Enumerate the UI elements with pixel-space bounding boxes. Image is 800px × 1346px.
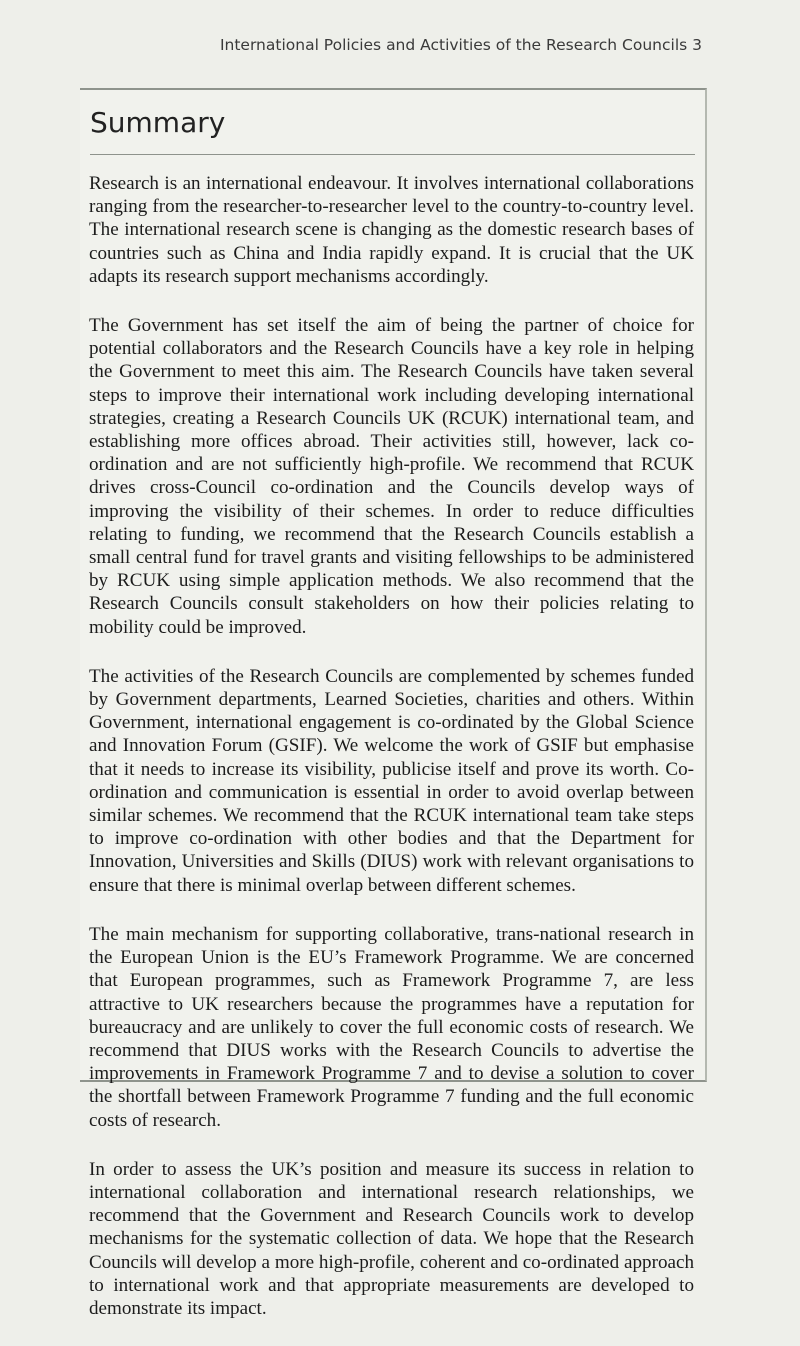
paragraph: The activities of the Research Councils are complemented by schemes funded by Government departments, Learned Societies, charities and others. Within Government, international engagement is co-ordinated by the Global Science and Innovation Forum (GSIF). We welcome the work of GSIF but emphasise that it needs to increase its visibility, publicise itself and prove its worth. Co-ordination and communication is essential in order to avoid overlap between similar schemes. We recommend that the RCUK international team take steps to improve co-ordination with other bodies and that the Department for Innovation, Universities and Skills (DIUS) work with relevant organisations to ensure that there is minimal overlap between different schemes. xyxy=(89,665,694,896)
summary-body xyxy=(89,172,694,1346)
paragraph: The main mechanism for supporting collaborative, trans-national research in the European Union is the EU’s Framework Programme. We are concerned that European programmes, such as Framework Programme 7, are less attractive to UK researchers because the programmes have a reputation for bureaucracy and are unlikely to cover the full economic costs of research. We recommend that DIUS works with the Research Councils to advertise the improvements in Framework Programme 7 and to devise a solution to cover the shortfall between Framework Programme 7 funding and the full economic costs of research. xyxy=(89,923,694,1131)
section-title: Summary xyxy=(90,106,226,139)
summary-panel xyxy=(80,88,707,1319)
running-header: International Policies and Activities of the Research Councils 3 xyxy=(219,36,702,54)
paragraph: Research is an international endeavour. It involves international collaborations ranging from the researcher-to-researcher level to the country-to-country level. The international research scene is changing as the domestic research bases of countries such as China and India rapidly expand. It is crucial that the UK adapts its research support mechanisms accordingly. xyxy=(89,173,694,287)
paragraph: In order to assess the UK’s position and measure its success in relation to international collaboration and international research relationships, we recommend that the Government and Research Councils work to develop mechanisms for the systematic collection of data. We hope that the Research Councils will develop a more high-profile, coherent and co-ordinated approach to international work and that appropriate measurements are developed to demonstrate its impact. xyxy=(89,1158,694,1319)
paragraph: The Government has set itself the aim of being the partner of choice for potential collaborators and the Research Councils have a key role in helping the Government to meet this aim. The Research Councils have taken several steps to improve their international work including developing international strategies, creating a Research Councils UK (RCUK) international team, and establishing more offices abroad. Their activities still, however, lack co-ordination and are not sufficiently high-profile. We recommend that RCUK drives cross-Council co-ordination and the Councils develop ways of improving the visibility of their schemes. In order to reduce difficulties relating to funding, we recommend that the Research Councils establish a small central fund for travel grants and visiting fellowships to be administered by RCUK using simple application methods. We also recommend that the Research Councils consult stakeholders on how their policies relating to mobility could be improved. xyxy=(89,315,694,638)
title-divider xyxy=(90,154,695,155)
